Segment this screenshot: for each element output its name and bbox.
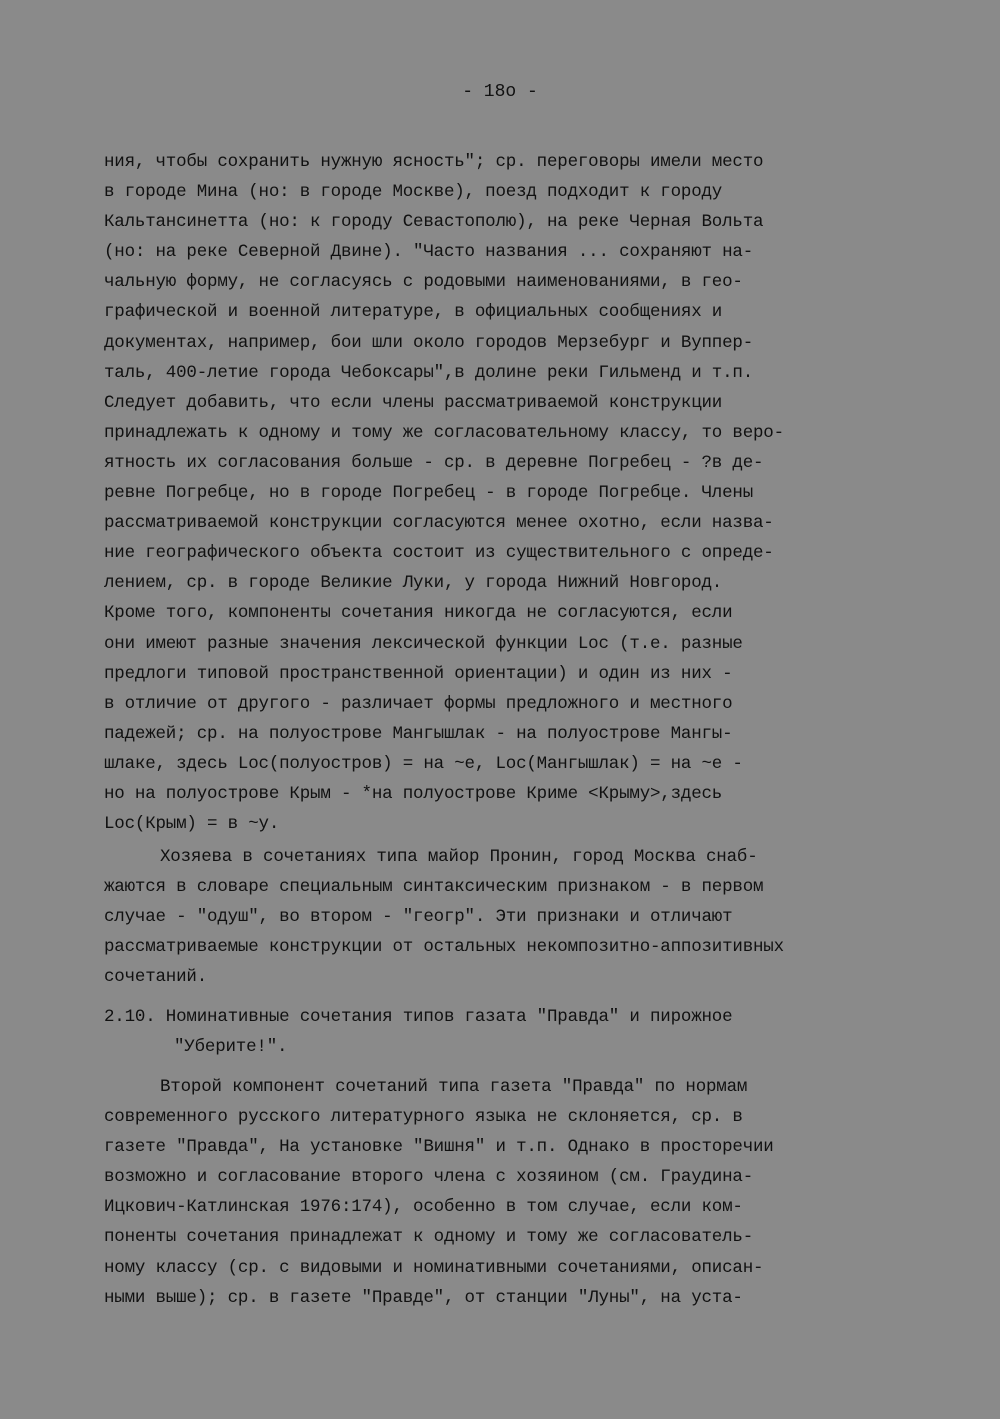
text-line: Второй компонент сочетаний типа газета "Правда" по нормам: [160, 1077, 748, 1097]
heading-line: 2.10. Номинативные сочетания типов газата "Правда" и пирожное: [104, 1007, 733, 1027]
text-line: предлоги типовой пространственной ориентации) и один из них -: [104, 663, 733, 684]
page-number: - 18o -: [462, 82, 538, 102]
second-paragraph: [104, 842, 904, 992]
text-line: (но: на реке Северной Двине). "Часто названия ... сохраняют на-: [104, 242, 754, 263]
text-line: Ицкович-Катлинская 1976:174), особенно в том случае, если ком-: [104, 1197, 743, 1218]
text-line: чальную форму, не согласуясь с родовыми наименованиями, в гео-: [104, 272, 743, 293]
text-line: шлаке, здесь Loc(полуостров) = на ~е, Loc(Мангышлак) = на ~е -: [104, 753, 743, 774]
section-heading: [104, 1002, 904, 1062]
text-line: ревне Погребце, но в городе Погребец - в городе Погребце. Члены: [104, 483, 754, 504]
text-line: они имеют разные значения лексической функции Loc (т.е. разные: [104, 633, 743, 654]
text-line: ние географического объекта состоит из существительного с опреде-: [104, 543, 774, 564]
text-line: в отличие от другого - различает формы предложного и местного: [104, 693, 733, 714]
text-line: сочетаний.: [104, 967, 208, 988]
text-line: принадлежать к одному и тому же согласовательному классу, то веро-: [104, 422, 784, 443]
text-line: падежей; ср. на полуострове Мангышлак - на полуострове Мангы-: [104, 723, 733, 744]
text-line: современного русского литературного языка не склоняется, ср. в: [104, 1107, 743, 1128]
text-line: графической и военной литературе, в официальных сообщениях и: [104, 302, 723, 323]
text-line: ятность их согласования больше - ср. в деревне Погребец - ?в де-: [104, 452, 764, 473]
heading-line: "Уберите!".: [174, 1037, 288, 1058]
text-line: рассматриваемые конструкции от остальных некомпозитно-аппозитивных: [104, 937, 784, 958]
text-line: Кальтансинетта (но: к городу Севастополю), на реке Черная Вольта: [104, 212, 764, 233]
text-line: жаются в словаре специальным синтаксическим признаком - в первом: [104, 877, 764, 898]
text-line: Следует добавить, что если члены рассматриваемой конструкции: [104, 392, 723, 413]
text-line: Хозяева в сочетаниях типа майор Пронин, город Москва снаб-: [160, 847, 758, 867]
text-line: газете "Правда", На установке "Вишня" и т.п. Однако в просторечии: [104, 1137, 774, 1158]
text-line: ными выше); ср. в газете "Правде", от станции "Луны", на уста-: [104, 1287, 743, 1308]
main-paragraph: [104, 147, 904, 839]
text-line: случае - "одуш", во втором - "геогр". Эти признаки и отличают: [104, 907, 733, 928]
text-line: Кроме того, компоненты сочетания никогда не согласуются, если: [104, 603, 733, 624]
text-line: таль, 400-летие города Чебоксары",в долине реки Гильменд и т.п.: [104, 362, 754, 383]
text-line: в городе Мина (но: в городе Москве), поезд подходит к городу: [104, 182, 723, 203]
third-paragraph: [104, 1072, 904, 1313]
text-line: Loc(Крым) = в ~у.: [104, 814, 280, 835]
text-line: документах, например, бои шли около городов Мерзебург и Вуппер-: [104, 332, 754, 353]
text-line: лением, ср. в городе Великие Луки, у города Нижний Новгород.: [104, 573, 723, 594]
text-line: ния, чтобы сохранить нужную ясность"; ср. переговоры имели место: [104, 152, 764, 172]
text-line: рассматриваемой конструкции согласуются менее охотно, если назва-: [104, 513, 774, 534]
text-line: поненты сочетания принадлежат к одному и тому же согласователь-: [104, 1227, 754, 1248]
text-line: возможно и согласование второго члена с хозяином (см. Граудина-: [104, 1167, 754, 1188]
text-line: но на полуострове Крым - *на полуострове Криме <Крыму>,здесь: [104, 783, 723, 804]
text-line: ному классу (ср. с видовыми и номинативными сочетаниями, описан-: [104, 1257, 764, 1278]
